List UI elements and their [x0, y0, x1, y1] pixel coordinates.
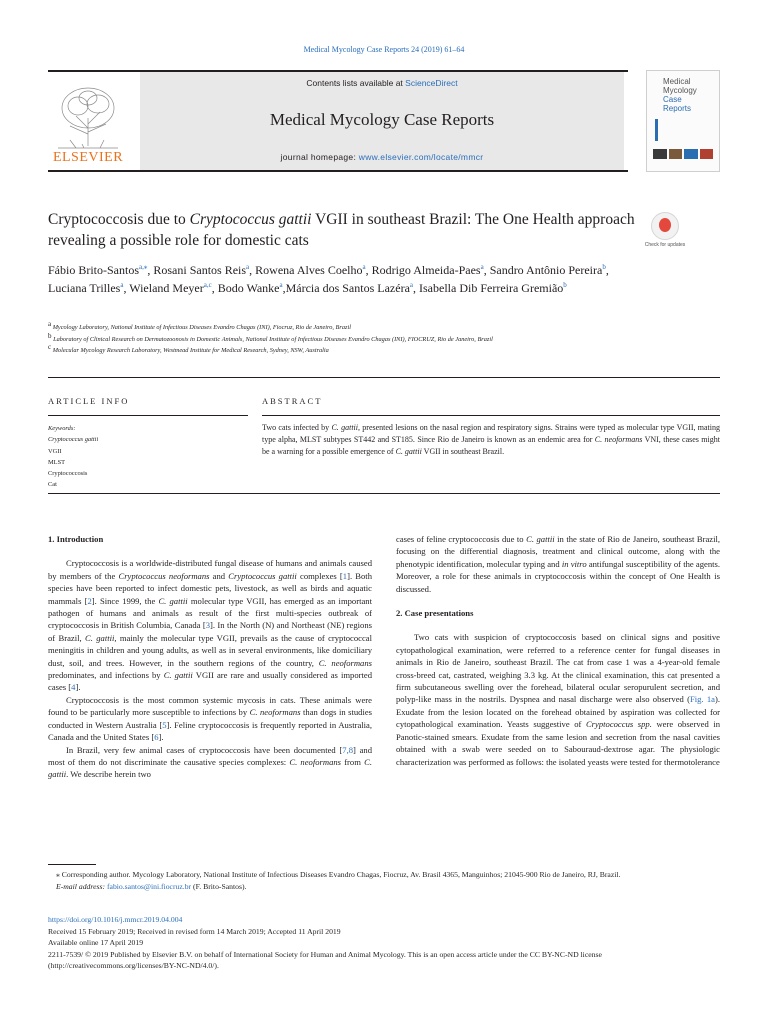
author-name: Isabella Dib Ferreira Gremião [419, 280, 564, 295]
author-name: Rosani Santos Reis [153, 263, 247, 277]
author-name: Wieland Meyer [129, 280, 204, 295]
check-for-updates-badge[interactable] [643, 212, 687, 256]
divider [48, 493, 720, 494]
author-affiliation-marker[interactable]: a [409, 280, 414, 289]
divider [48, 415, 248, 416]
author-affiliation-marker[interactable]: a,⁎ [139, 263, 148, 271]
title-text: Cryptococcosis due to [48, 211, 190, 228]
journal-reference[interactable]: Medical Mycology Case Reports 24 (2019) 61–64 [303, 45, 465, 54]
journal-title: Medical Mycology Case Reports [269, 110, 495, 129]
keyword: Cat [48, 481, 57, 489]
keyword: Cryptococcosis [48, 470, 88, 478]
author-affiliation-marker[interactable]: b [602, 263, 606, 271]
license-statement: 2211-7539/ © 2019 Published by Elsevier B.V. on behalf of International Society for Human and Animal Mycology. This is an open access article under the CC BY-NC-ND license (http://creativecommons.org/licenses/BY-NC-ND/4.0/). [48, 949, 602, 970]
homepage-prefix: journal homepage: [280, 152, 359, 162]
cover-title-line: Case [663, 95, 682, 104]
available-online: Available online 17 April 2019 [48, 938, 144, 947]
divider [48, 377, 720, 378]
journal-cover-thumbnail[interactable] [646, 70, 720, 172]
author-name: Rodrigo Almeida-Paes [371, 263, 481, 277]
journal-homepage-line [140, 152, 624, 162]
paragraph: cases of feline cryptococcosis due to C. gattii in the state of Rio de Janeiro, southeast Brazil, focusing on the differential diagnosis, treatment and clinical outcome, along with the phenotypic identification, molecular typing and in vitro antifungal susceptibility of the agents. Moreover, a role for these animals in cryptococcosis within the concept of One Health is discussed. [396, 534, 720, 594]
paragraph: Two cats with suspicion of cryptococcosis based on clinical signs and positive cytopathological examination, were referred to a reference center for fungal diseases in animals in Rio de Janeiro, southeast Brazil. The cat from case 1 was a 4-year-old female cross-breed cat, castrated, weighing 3.3 kg. At the clinical examination, this cat presented a firm subcutaneous swelling over the forehead, bilateral ocular seropurulent secretion, and polyp-like mass in the nostrils. Dyspnea and nasal discharge were also observed (Fig. 1a). Exudate from the lesion located on the forehead obtained by aspiration was collected for cytopathological examination. Yeasts suggestive of Cryptococcus spp. were observed in Panotic-stained smears. Exudate from the same lesion and secretion from the nasal cavities obtained with a swab were seeded on to Sabouraud-dextrose agar. The physiologic characterization was performed as follows: the isolated yeasts were tested for thermotolerance [396, 632, 720, 767]
author-name: Sandro Antônio Pereira [489, 263, 603, 277]
author-name: Luciana Trilles [48, 280, 121, 295]
cover-image-strip [653, 149, 713, 159]
elsevier-wordmark: ELSEVIER [52, 150, 124, 165]
sciencedirect-link[interactable]: ScienceDirect [405, 78, 458, 88]
section-heading-introduction: 1. Introduction [48, 534, 104, 544]
body-column-right [396, 533, 720, 768]
masthead-center-panel [140, 72, 624, 170]
affiliation-list [48, 319, 688, 357]
article-metadata [48, 914, 720, 972]
author-affiliation-marker[interactable]: a [246, 263, 250, 271]
contents-line [140, 78, 624, 88]
keywords-block [48, 423, 248, 491]
divider [262, 415, 720, 416]
paragraph: Cryptococcosis is the most common systemic mycosis in cats. These animals were found to be particularly more susceptible to infections by C. neoformans than dogs in studies conducted in Western Australia [5]. Feline cryptococcosis is frequently reported in Australia, Canada and the United States [6]. [48, 694, 372, 743]
abstract-text: Two cats infected by C. gattii, presented lesions on the nasal region and respiratory signs. Strains were typed as molecular type VGII, mating type alpha, MLST subtypes ST442 and ST185. Since Rio de Janeiro is known as an endemic area for C. neoformans VNI, these cases might be a warning for a possible emergence of C. gattii VGII in southeast Brazil. [262, 423, 720, 457]
journal-homepage-link[interactable]: www.elsevier.com/locate/mmcr [358, 152, 484, 162]
cover-title-line: Mycology [663, 86, 697, 95]
author-name: Fábio Brito-Santos [48, 263, 140, 277]
cover-title-line: Medical [663, 77, 691, 86]
paragraph: Cryptococcosis is a worldwide-distributed fungal disease of humans and animals caused by members of the Cryptococcus neoformans and Cryptococcus gattii complexes [1]. Both species have been reported to infect domestic pets, livestock, as well as birds and aquatic mammals [2]. Since 1999, the C. gattii molecular type VGII, has emerged as an important pathogen of humans and animals as result of the first multi-species outbreak of cryptococcosis in British Columbia, Canada [3]. In the North (N) and Northeast (NE) regions of Brazil, C. gattii, mainly the molecular type VGII, prevails as the cause of cryptococcal meningitis in children and young adults, as well as in several environments, like domiciliary dust, soil, and trees. However, in the southern regions of the country, C. neoformans predominates, and infections by C. gattii VGII are rare and usually considered as imported cases [4]. [48, 558, 372, 693]
email-note: E-mail address: fabio.santos@ini.fiocruz.br (F. Brito-Santos). [56, 881, 247, 891]
section-heading-case-presentations: 2. Case presentations [396, 608, 474, 619]
author-email-link[interactable]: fabio.santos@ini.fiocruz.br [106, 881, 192, 891]
author-affiliation-marker[interactable]: a [480, 263, 484, 271]
article-info-heading: ARTICLE INFO [48, 396, 130, 406]
journal-masthead [48, 70, 720, 172]
paragraph: In Brazil, very few animal cases of cryptococcosis have been documented [7,8] and most of them do not discriminate the causative species complexes: C. neoformans from C. gattii. We describe herein two [48, 744, 373, 780]
author-list: Fábio Brito-Santos$^{a,⁎}$, Rosani Santos Reis$^a$, Rowena Alves Coelho$^a$, Rodrigo Almeida-Paes$^a$, Sandro Antônio Pereira$^b$, Luciana Trilles$^a$, Wieland Meyer$^{a,c}$, Bodo Wanke$^a$,Márcia dos Santos Lazéra$^a$, Isabella Dib Ferreira Gremião$^b$ [48, 263, 609, 295]
article-dates: Received 15 February 2019; Received in revised form 14 March 2019; Accepted 11 April 2019 [48, 926, 341, 936]
affiliation: $^c$ Molecular Mycology Research Laboratory, Westmead Institute for Medical Research, Sydney, NSW, Australia [48, 342, 329, 354]
contents-prefix: Contents lists available at [306, 78, 406, 88]
corresponding-author-note: ⁎ Corresponding author. Mycology Laboratory, National Institute of Infectious Diseases Evandro Chagas, Fiocruz, Av. Brasil 4365, Manguinhos; 21045-900 Rio de Janeiro, RJ, Brazil. [56, 870, 621, 879]
keyword: MLST [48, 458, 66, 466]
check-updates-label: Check for updates [644, 242, 686, 248]
keyword: Cryptococcus gattii [48, 436, 99, 444]
author-affiliation-marker[interactable]: a [362, 263, 366, 271]
cover-title-line: Reports [663, 104, 692, 113]
check-updates-icon [651, 212, 679, 240]
footnote-rule [48, 864, 96, 865]
author-affiliation-marker[interactable]: a [279, 280, 283, 289]
author-name: Márcia dos Santos Lazéra [285, 280, 410, 295]
footnotes [48, 869, 720, 892]
cover-accent-strip [655, 119, 658, 141]
author-affiliation-marker[interactable]: a [120, 280, 124, 289]
author-name: Bodo Wanke [217, 280, 280, 295]
author-affiliation-marker[interactable]: a,c [203, 280, 212, 289]
keywords-label: Keywords: [48, 425, 76, 432]
article-title [48, 209, 638, 251]
affiliation: $^b$ Laboratory of Clinical Research on Dermatozoonosis in Domestic Animals, National Institute of Infectious Diseases Evandro Chagas (INI), FIOCRUZ, Rio de Janeiro, Brazil [48, 331, 493, 343]
masthead-bottom-rule [48, 170, 628, 172]
author-affiliation-marker[interactable]: b [563, 280, 567, 289]
body-column-left [48, 533, 372, 781]
title-species: Cryptococcus gattii [189, 211, 312, 228]
title-text: VGII in southeast Brazil: The One Health approach revealing a possible role for domestic cats [48, 211, 635, 249]
affiliation: $^a$ Mycology Laboratory, National Institute of Infectious Diseases Evandro Chagas (INI), Fiocruz, Rio de Janeiro, Brazil [48, 319, 351, 331]
doi-link[interactable]: https://doi.org/10.1016/j.mmcr.2019.04.004 [48, 915, 183, 924]
author-name: Rowena Alves Coelho [255, 263, 363, 277]
abstract-heading: ABSTRACT [262, 396, 323, 406]
keyword: VGII [48, 447, 62, 455]
